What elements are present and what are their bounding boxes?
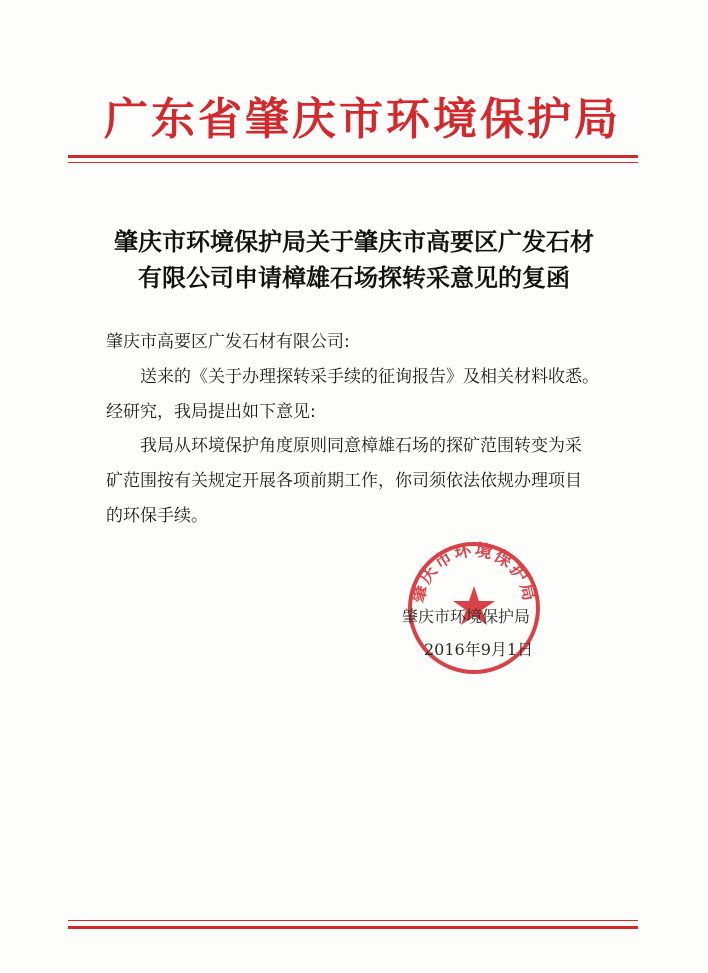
document-title-line-1: 肇庆市环境保护局关于肇庆市高要区广发石材 — [114, 227, 594, 256]
paragraph-2-line-3: 的环保手续。 — [106, 506, 208, 526]
issuer-signature: 肇庆市环境保护局 — [402, 607, 531, 626]
document-title-line-2: 有限公司申请樟雄石场探转采意见的复函 — [138, 263, 570, 292]
paragraph-2-line-1: 我局从环境保护角度原则同意樟雄石场的探矿范围转变为采 — [140, 436, 582, 456]
seal-text: 肇庆市环境保护局 — [408, 540, 540, 605]
letterhead-rule-thin — [68, 162, 638, 163]
footer-rule-thick — [68, 926, 638, 929]
addressee: 肇庆市高要区广发石材有限公司: — [106, 332, 350, 352]
letterhead-rule-thick — [68, 155, 638, 158]
paragraph-1-line-2: 经研究，我局提出如下意见: — [106, 402, 316, 422]
letterhead-organization: 广东省肇庆市环境保护局 — [104, 94, 621, 145]
issue-date: 2016年9月1日 — [424, 640, 534, 659]
paragraph-1-line-1: 送来的《关于办理探转采手续的征询报告》及相关材料收悉。 — [140, 367, 599, 387]
footer-rule-thin — [68, 920, 638, 921]
paragraph-2-line-2: 矿范围按有关规定开展各项前期工作，你司须依法依规办理项目 — [106, 471, 582, 491]
